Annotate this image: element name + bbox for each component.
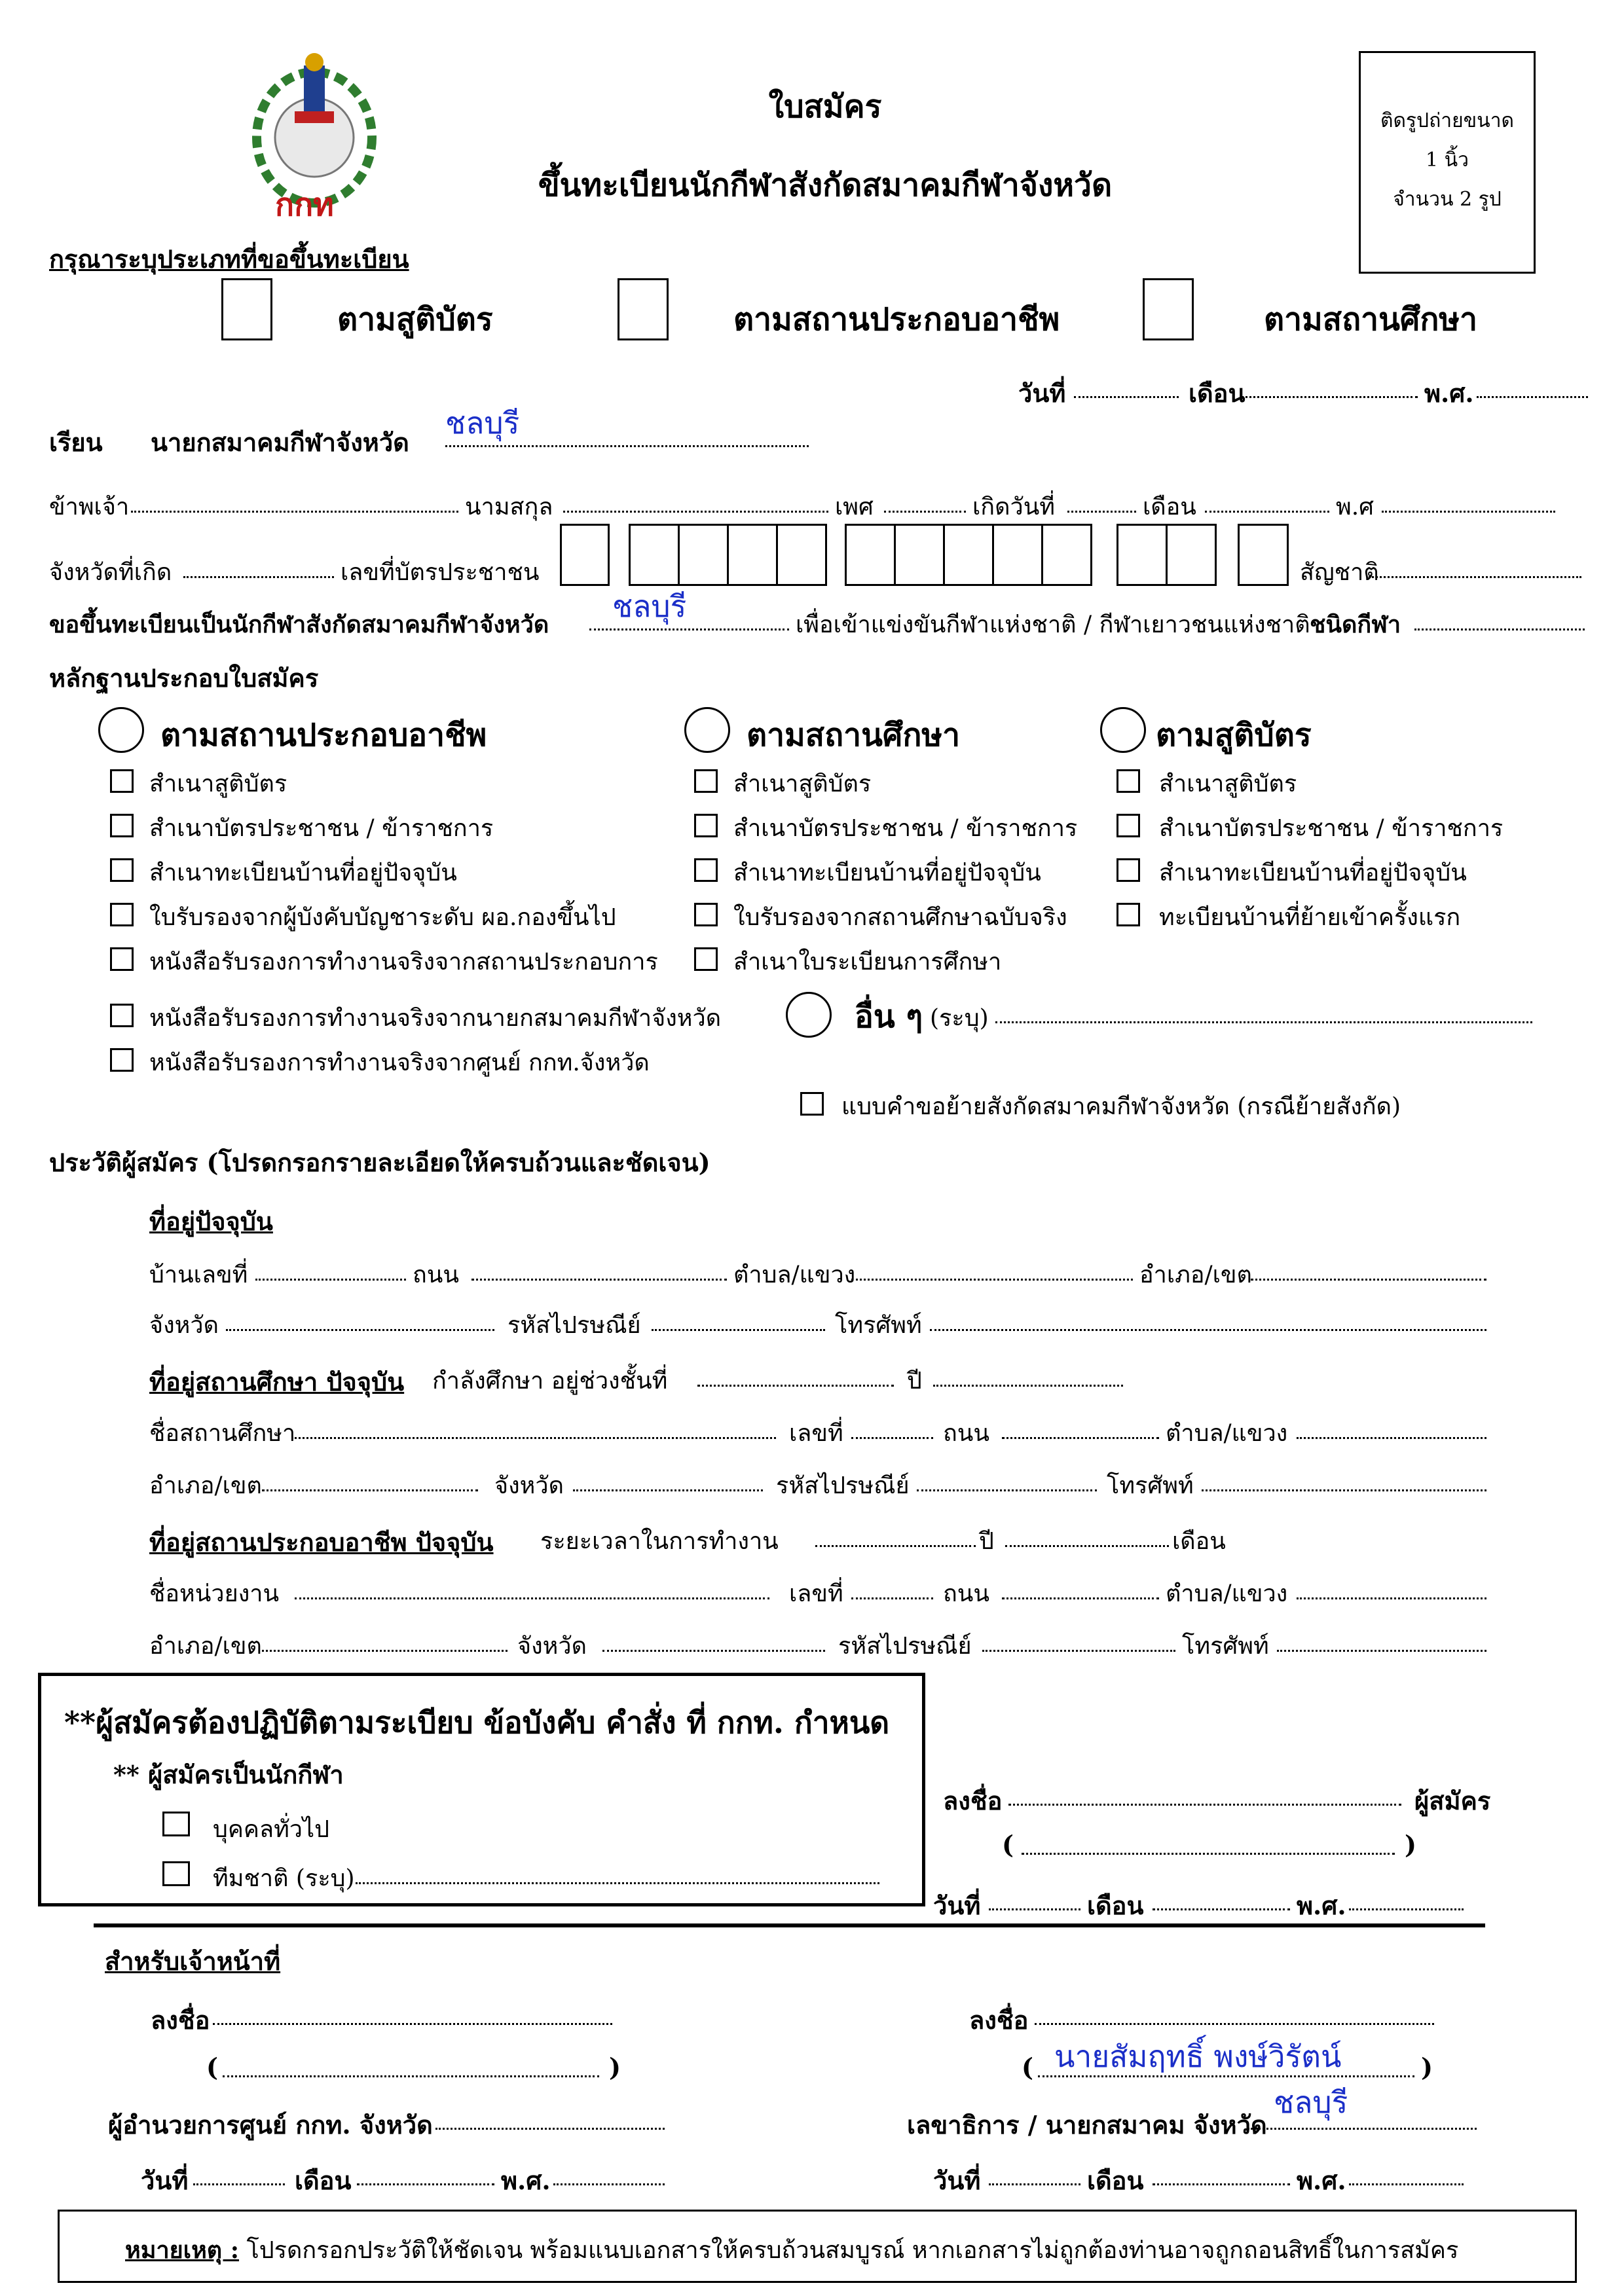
born-month-field[interactable]: [1205, 511, 1329, 513]
photo-box-line: ติดรูปถ่ายขนาด: [1380, 109, 1515, 132]
date-day-label: วันที่: [1018, 378, 1066, 408]
evidence-item: สำเนาบัตรประชาชน / ข้าราชการ: [733, 815, 1078, 842]
applicant-close-paren: ): [1405, 1830, 1416, 1859]
sex-label: เพศ: [835, 494, 874, 520]
subdistrict-field[interactable]: [851, 1279, 1133, 1281]
register-province-handwritten: ชลบุรี: [612, 589, 687, 624]
applicant-date-year: พ.ศ.: [1297, 1891, 1346, 1920]
id-digit-box[interactable]: [727, 524, 778, 586]
born-day-label: เกิดวันที่: [972, 494, 1056, 520]
evidence-item: สำเนาสูติบัตร: [1159, 771, 1297, 797]
house-no-label: บ้านเลขที่: [149, 1262, 248, 1288]
officer-right-name-handwritten: นายสัมฤทธิ์ พงษ์วิรัตน์: [1054, 2039, 1342, 2074]
register-mid: เพื่อเข้าแข่งขันกีฬาแห่งชาติ / กีฬาเยาวชนแห่งชาติ: [796, 611, 1310, 638]
national-team-field[interactable]: [356, 1882, 879, 1884]
evidence-checkbox[interactable]: [800, 1092, 824, 1116]
athlete-type-option: ทีมชาติ (ระบุ): [213, 1865, 355, 1892]
born-month-label: เดือน: [1143, 494, 1196, 520]
nationality-label: สัญชาติ: [1300, 559, 1379, 586]
id-digit-box[interactable]: [560, 524, 610, 586]
officer-right-role-field[interactable]: [1247, 2128, 1477, 2130]
evidence-item: ใบรับรองจากสถานศึกษาฉบับจริง: [733, 904, 1067, 931]
id-digit-box[interactable]: [992, 524, 1043, 586]
evidence-radio-other[interactable]: [786, 992, 832, 1038]
school-subdistrict-label: ตำบล/แขวง: [1166, 1420, 1288, 1447]
id-digit-box[interactable]: [776, 524, 827, 586]
evidence-checkbox[interactable]: [1116, 858, 1140, 882]
study-year-field[interactable]: [933, 1385, 1123, 1387]
officer-right-day: วันที่: [933, 2166, 981, 2195]
officer-right-month: เดือน: [1087, 2166, 1144, 2195]
work-years-label: ปี: [979, 1528, 994, 1555]
school-subdistrict-field[interactable]: [1297, 1437, 1486, 1439]
study-year-label: ปี: [907, 1368, 922, 1394]
evidence-item: สำเนาบัตรประชาชน / ข้าราชการ: [1159, 815, 1504, 842]
studying-level-field[interactable]: [697, 1385, 894, 1387]
province-label: จังหวัด: [149, 1312, 219, 1339]
school-name-label: ชื่อสถานศึกษา: [149, 1420, 296, 1447]
officer-right-year-field[interactable]: [1349, 2183, 1464, 2185]
work-province-label: จังหวัด: [517, 1633, 587, 1660]
id-digit-box[interactable]: [1041, 524, 1092, 586]
applicant-date-month-field[interactable]: [1153, 1908, 1290, 1910]
officer-right-role: เลขาธิการ / นายกสมาคม จังหวัด: [907, 2110, 1267, 2140]
officer-right-month-field[interactable]: [1153, 2183, 1290, 2185]
work-subdistrict-label: ตำบล/แขวง: [1166, 1580, 1288, 1607]
evidence-item: สำเนาใบระเบียนการศึกษา: [733, 949, 1002, 975]
register-type-checkbox[interactable]: [618, 278, 669, 340]
officer-left-role-field[interactable]: [435, 2128, 665, 2130]
register-type-label: กรุณาระบุประเภทที่ขอขึ้นทะเบียน: [49, 244, 409, 274]
evidence-other-specify: (ระบุ): [930, 1005, 989, 1032]
applicant-signature-field[interactable]: [1008, 1804, 1401, 1806]
school-address-heading: ที่อยู่สถานศึกษา ปัจจุบัน: [149, 1367, 405, 1396]
applicant-sign-label: ลงชื่อ: [943, 1786, 1003, 1815]
id-card-label: เลขที่บัตรประชาชน: [341, 559, 540, 586]
school-district-field[interactable]: [262, 1489, 478, 1491]
page-title: ใบสมัคร: [768, 88, 882, 125]
sport-type-label: ชนิดกีฬา: [1310, 611, 1401, 638]
evidence-checkbox[interactable]: [110, 769, 134, 793]
work-road-label: ถนน: [943, 1580, 990, 1607]
officer-left-name-field[interactable]: [223, 2075, 599, 2077]
org-name-label: ชื่อหน่วยงาน: [149, 1580, 280, 1607]
evidence-radio-birth[interactable]: [1100, 707, 1146, 753]
evidence-item: หนังสือรับรองการทำงานจริงจากนายกสมาคมกีฬาจังหวัด: [149, 1005, 722, 1032]
road-label: ถนน: [413, 1262, 460, 1288]
register-type-option: ตามสถานประกอบอาชีพ: [733, 301, 1060, 338]
athlete-type-label: ** ผู้สมัครเป็นนักกีฬา: [113, 1760, 344, 1789]
work-district-label: อำเภอ/เขต: [149, 1633, 262, 1660]
officer-left-signature-field[interactable]: [213, 2023, 612, 2025]
subdistrict-label: ตำบล/แขวง: [733, 1262, 856, 1288]
house-no-field[interactable]: [255, 1279, 406, 1281]
evidence-item: หนังสือรับรองการทำงานจริงจากสถานประกอบการ: [149, 949, 658, 975]
evidence-other-label: อื่น ๆ: [855, 998, 923, 1035]
applicant-date-day: วันที่: [933, 1891, 981, 1920]
photo-box-line: จำนวน 2 รูป: [1393, 188, 1502, 211]
rules-box: [38, 1673, 925, 1906]
date-year-field[interactable]: [1477, 396, 1588, 398]
evidence-item: สำเนาทะเบียนบ้านที่อยู่ปัจจุบัน: [733, 860, 1041, 886]
school-province-field[interactable]: [573, 1489, 763, 1491]
officer-right-province-handwritten: ชลบุรี: [1274, 2085, 1348, 2120]
divider-line: [94, 1923, 1485, 1927]
officer-left-close: ): [609, 2052, 621, 2082]
photo-box-line: 1 นิ้ว: [1426, 149, 1469, 172]
work-months-field[interactable]: [1005, 1545, 1169, 1547]
note-box: [58, 2210, 1577, 2283]
evidence-checkbox[interactable]: [694, 858, 718, 882]
sex-field[interactable]: [884, 511, 966, 513]
evidence-checkbox[interactable]: [694, 769, 718, 793]
work-address-heading: ที่อยู่สถานประกอบอาชีพ ปัจจุบัน: [149, 1527, 494, 1557]
evidence-title: หลักฐานประกอบใบสมัคร: [49, 663, 319, 693]
date-month-label: เดือน: [1189, 378, 1246, 408]
id-digit-box[interactable]: [845, 524, 896, 586]
work-years-field[interactable]: [815, 1545, 976, 1547]
note-body: โปรดกรอกประวัติให้ชัดเจน พร้อมแนบเอกสารให้ครบถ้วนสมบูรณ์ หากเอกสารไม่ถูกต้องท่านอาจถูกถอนสิทธิ์ในการสมัคร: [246, 2237, 1459, 2264]
birth-province-field[interactable]: [183, 576, 334, 578]
evidence-item: สำเนาบัตรประชาชน / ข้าราชการ: [149, 815, 494, 842]
to-recipient: นายกสมาคมกีฬาจังหวัด: [151, 428, 409, 457]
transfer-form-item: แบบคำขอย้ายสังกัดสมาคมกีฬาจังหวัด (กรณีย้ายสังกัด): [841, 1093, 1401, 1120]
evidence-item: ทะเบียนบ้านที่ย้ายเข้าครั้งแรก: [1159, 904, 1461, 931]
sport-type-field[interactable]: [1414, 629, 1585, 630]
school-province-label: จังหวัด: [494, 1472, 564, 1499]
evidence-heading: ตามสูติบัตร: [1156, 717, 1312, 754]
evidence-item: หนังสือรับรองการทำงานจริงจากศูนย์ กกท.จังหวัด: [149, 1049, 650, 1076]
id-digit-box[interactable]: [1238, 524, 1289, 586]
evidence-heading: ตามสถานศึกษา: [747, 717, 961, 754]
work-months-label: เดือน: [1172, 1528, 1226, 1555]
province-field[interactable]: [226, 1329, 494, 1331]
evidence-item: ใบรับรองจากผู้บังคับบัญชาระดับ ผอ.กองขึ้นไป: [149, 904, 616, 931]
school-postcode-field[interactable]: [917, 1489, 1097, 1491]
evidence-checkbox[interactable]: [110, 1004, 134, 1027]
evidence-checkbox[interactable]: [110, 814, 134, 837]
me-label: ข้าพเจ้า: [49, 494, 130, 520]
officer-left-year: พ.ศ.: [501, 2166, 551, 2195]
born-year-label: พ.ศ: [1336, 494, 1375, 520]
evidence-other-field[interactable]: [995, 1021, 1532, 1023]
school-number-label: เลขที่: [789, 1420, 843, 1447]
logo-text: กกท: [275, 187, 334, 223]
officer-title: สำหรับเจ้าหน้าที่: [105, 1946, 281, 1976]
postcode-label: รหัสไปรษณีย์: [507, 1312, 641, 1339]
road-field[interactable]: [471, 1279, 727, 1281]
officer-left-open: (: [206, 2052, 218, 2082]
birth-province-label: จังหวัดที่เกิด: [49, 559, 172, 586]
work-postcode-label: รหัสไปรษณีย์: [838, 1633, 972, 1660]
evidence-item: สำเนาสูติบัตร: [733, 771, 872, 797]
work-duration-label: ระยะเวลาในการทำงาน: [540, 1528, 779, 1555]
evidence-checkbox[interactable]: [694, 814, 718, 837]
applicant-date-year-field[interactable]: [1349, 1908, 1464, 1910]
register-type-checkbox[interactable]: [221, 278, 272, 340]
evidence-checkbox[interactable]: [1116, 814, 1140, 837]
to-province-handwritten: ชลบุรี: [445, 405, 520, 441]
id-digit-box[interactable]: [943, 524, 994, 586]
officer-right-close: ): [1421, 2052, 1433, 2082]
register-type-checkbox[interactable]: [1143, 278, 1194, 340]
id-digit-box[interactable]: [894, 524, 945, 586]
evidence-checkbox[interactable]: [1116, 769, 1140, 793]
evidence-checkbox[interactable]: [694, 903, 718, 926]
surname-label: นามสกุล: [465, 494, 553, 520]
school-postcode-label: รหัสไปรษณีย์: [776, 1472, 910, 1499]
nationality-field[interactable]: [1369, 576, 1581, 578]
work-number-field[interactable]: [851, 1597, 933, 1599]
school-road-field[interactable]: [1002, 1437, 1159, 1439]
work-province-field[interactable]: [602, 1650, 825, 1652]
work-phone-field[interactable]: [1277, 1650, 1486, 1652]
officer-left-year-field[interactable]: [553, 2183, 665, 2185]
school-road-label: ถนน: [943, 1420, 990, 1447]
id-digit-box[interactable]: [1116, 524, 1168, 586]
register-prefix: ขอขึ้นทะเบียนเป็นนักกีฬาสังกัดสมาคมกีฬาจังหวัด: [49, 611, 549, 638]
district-label: อำเภอ/เขต: [1139, 1262, 1252, 1288]
current-address-heading: ที่อยู่ปัจจุบัน: [149, 1207, 273, 1236]
logo: [249, 39, 380, 223]
note-text: [125, 2231, 1458, 2269]
work-subdistrict-field[interactable]: [1297, 1597, 1486, 1599]
officer-right-day-field[interactable]: [989, 2183, 1080, 2185]
born-day-field[interactable]: [1067, 511, 1136, 513]
history-title: ประวัติผู้สมัคร (โปรดกรอกรายละเอียดให้ครบถ้วนและชัดเจน): [49, 1148, 710, 1177]
phone-field[interactable]: [930, 1329, 1486, 1331]
phone-label: โทรศัพท์: [835, 1312, 922, 1339]
id-digit-box[interactable]: [1166, 524, 1217, 586]
evidence-checkbox[interactable]: [110, 903, 134, 926]
athlete-type-option: บุคคลทั่วไป: [213, 1816, 329, 1843]
officer-left-day: วันที่: [141, 2166, 189, 2195]
id-digit-box[interactable]: [629, 524, 680, 586]
born-year-field[interactable]: [1382, 511, 1555, 513]
org-name-field[interactable]: [295, 1597, 769, 1599]
athlete-type-checkbox[interactable]: [162, 1812, 190, 1836]
school-name-field[interactable]: [291, 1437, 776, 1439]
officer-right-sign: ลงชื่อ: [969, 2005, 1029, 2035]
work-road-field[interactable]: [1002, 1597, 1159, 1599]
applicant-role: ผู้สมัคร: [1414, 1786, 1491, 1815]
evidence-checkbox[interactable]: [110, 1048, 134, 1072]
page-subtitle: ขึ้นทะเบียนนักกีฬาสังกัดสมาคมกีฬาจังหวัด: [538, 167, 1113, 204]
school-number-field[interactable]: [851, 1437, 933, 1439]
name-field[interactable]: [131, 511, 458, 513]
evidence-checkbox[interactable]: [694, 947, 718, 971]
evidence-heading: ตามสถานประกอบอาชีพ: [160, 717, 487, 754]
officer-right-open: (: [1022, 2052, 1033, 2082]
officer-left-month-field[interactable]: [357, 2183, 494, 2185]
officer-left-sign: ลงชื่อ: [151, 2005, 210, 2035]
evidence-item: สำเนาสูติบัตร: [149, 771, 287, 797]
officer-left-month: เดือน: [295, 2166, 352, 2195]
work-number-label: เลขที่: [789, 1580, 843, 1607]
evidence-item: สำเนาทะเบียนบ้านที่อยู่ปัจจุบัน: [1159, 860, 1467, 886]
evidence-item: สำเนาทะเบียนบ้านที่อยู่ปัจจุบัน: [149, 860, 457, 886]
note-label: หมายเหตุ :: [125, 2236, 240, 2264]
date-year-label: พ.ศ.: [1424, 378, 1474, 408]
work-district-field[interactable]: [262, 1650, 507, 1652]
postcode-field[interactable]: [652, 1329, 825, 1331]
applicant-open-paren: (: [1002, 1830, 1014, 1859]
register-type-option: ตามสูติบัตร: [337, 301, 493, 338]
register-type-option: ตามสถานศึกษา: [1264, 301, 1478, 338]
date-month-field[interactable]: [1241, 396, 1418, 398]
officer-right-year: พ.ศ.: [1297, 2166, 1346, 2195]
surname-field[interactable]: [563, 511, 828, 513]
work-phone-label: โทรศัพท์: [1182, 1633, 1269, 1660]
applicant-printed-name-field[interactable]: [1022, 1853, 1395, 1855]
officer-left-role: ผู้อำนวยการศูนย์ กกท. จังหวัด: [108, 2110, 433, 2140]
officer-right-signature-field[interactable]: [1035, 2023, 1434, 2025]
id-digit-box[interactable]: [678, 524, 729, 586]
photo-box: [1359, 51, 1536, 274]
to-label: เรียน: [49, 428, 103, 457]
school-district-label: อำเภอ/เขต: [149, 1472, 262, 1499]
evidence-checkbox[interactable]: [1116, 903, 1140, 926]
athlete-type-checkbox[interactable]: [162, 1861, 190, 1886]
date-day-field[interactable]: [1074, 396, 1179, 398]
officer-left-day-field[interactable]: [193, 2183, 285, 2185]
school-phone-field[interactable]: [1202, 1489, 1486, 1491]
applicant-date-day-field[interactable]: [989, 1908, 1080, 1910]
applicant-date-month: เดือน: [1087, 1891, 1144, 1920]
evidence-radio-occupation[interactable]: [98, 707, 144, 753]
evidence-checkbox[interactable]: [110, 858, 134, 882]
district-field[interactable]: [1251, 1279, 1486, 1281]
work-postcode-field[interactable]: [982, 1650, 1175, 1652]
school-phone-label: โทรศัพท์: [1107, 1472, 1194, 1499]
evidence-radio-school[interactable]: [684, 707, 730, 753]
rules-line: **ผู้สมัครต้องปฏิบัติตามระเบียบ ข้อบังคับ คำสั่ง ที่ กกท. กำหนด: [64, 1705, 890, 1740]
studying-label: กำลังศึกษา อยู่ช่วงชั้นที่: [432, 1368, 668, 1394]
evidence-checkbox[interactable]: [110, 947, 134, 971]
